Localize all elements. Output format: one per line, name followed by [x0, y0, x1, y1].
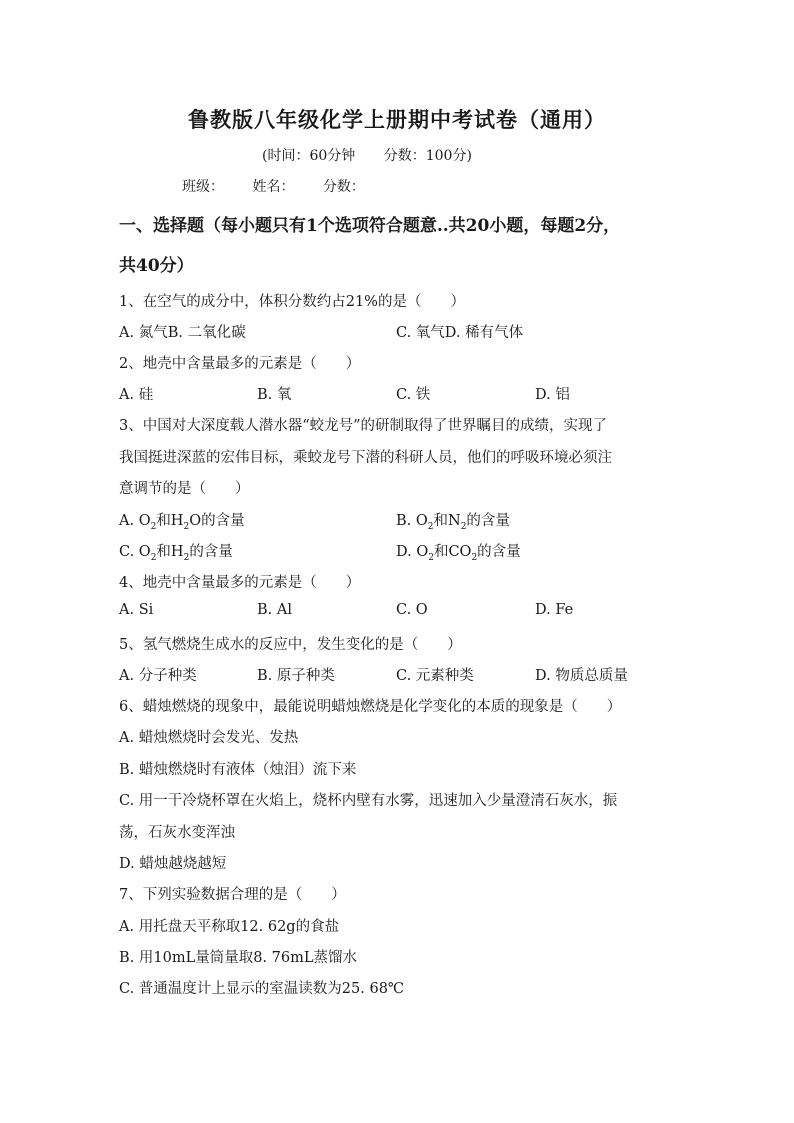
exam-meta: [262, 145, 496, 165]
q6-option-c: C. 用一干冷烧杯罩在火焰上，烧杯内壁有水雾，迅速加入少量澄清石灰水，振: [119, 793, 618, 809]
q2-option-a: A. 硅: [119, 387, 154, 403]
page-title: 鲁教版八年级化学上册期中考试卷（通用）: [188, 107, 606, 132]
question-3-line-3: 意调节的是（ ）: [119, 481, 250, 497]
points-label: 分数：: [322, 179, 365, 195]
q7-option-a: A. 用托盘天平称取12. 62g的食盐: [119, 919, 340, 935]
section-heading-cont: 共40分）: [119, 256, 194, 276]
q6-option-d: D. 蜡烛越烧越短: [119, 856, 227, 872]
time-limit: (时间：60分钟: [262, 148, 356, 164]
q4-option-d: D. Fe: [535, 602, 574, 618]
question-4: 4、地壳中含量最多的元素是（ ）: [119, 575, 361, 591]
question-3-line-1: 3、中国对大深度载人潜水器“蛟龙号”的研制取得了世界瞩目的成绩，实现了: [119, 418, 608, 434]
q1-options-cd: C. 氧气D. 稀有气体: [396, 325, 524, 341]
q4-option-b: B. Al: [257, 602, 292, 618]
q4-option-c: C. O: [396, 602, 428, 618]
q4-option-a: A. Si: [119, 602, 154, 618]
q7-option-b: B. 用10mL量筒量取8. 76mL蒸馏水: [119, 950, 357, 966]
q2-option-b: B. 氧: [257, 387, 292, 403]
q6-option-a: A. 蜡烛燃烧时会发光、发热: [119, 730, 299, 746]
total-score: 分数：100分): [383, 148, 472, 164]
student-info: [182, 176, 389, 196]
question-1: 1、在空气的成分中，体积分数约占21%的是（ ）: [119, 294, 465, 310]
q6-option-c-cont: 荡，石灰水变浑浊: [119, 825, 235, 841]
q5-option-c: C. 元素种类: [396, 668, 474, 684]
question-3-line-2: 我国挺进深蓝的宏伟目标，乘蛟龙号下潜的科研人员，他们的呼吸环境必须注: [119, 450, 612, 466]
question-5: 5、氢气燃烧生成水的反应中，发生变化的是（ ）: [119, 637, 462, 653]
section-heading: 一、选择题（每小题只有1个选项符合题意..共20小题，每题2分，: [119, 216, 621, 236]
q6-option-b: B. 蜡烛燃烧时有液体（烛泪）流下来: [119, 762, 357, 778]
q3-option-d: D. $O_2$和$CO_2$的含量: [396, 544, 521, 563]
class-label: 班级：: [182, 179, 224, 195]
q1-options-ab: A. 氮气B. 二氧化碳: [119, 325, 246, 341]
question-2: 2、地壳中含量最多的元素是（ ）: [119, 356, 361, 372]
q5-option-b: B. 原子种类: [257, 668, 335, 684]
name-label: 姓名：: [252, 179, 295, 195]
q3-option-a: A. $O_2$和$H_2O$的含量: [119, 513, 245, 532]
q2-option-c: C. 铁: [396, 387, 431, 403]
question-6: 6、蜡烛燃烧的现象中，最能说明蜡烛燃烧是化学变化的本质的现象是（ ）: [119, 699, 622, 715]
q5-option-d: D. 物质总质量: [535, 668, 628, 684]
question-7: 7、下列实验数据合理的是（ ）: [119, 887, 346, 903]
q5-option-a: A. 分子种类: [119, 668, 197, 684]
q3-option-c: C. $O_2$和$H_2$的含量: [119, 544, 233, 563]
q2-option-d: D. 铝: [535, 387, 570, 403]
q3-option-b: B. $O_2$和$N_2$的含量: [396, 513, 510, 532]
q7-option-c: C. 普通温度计上显示的室温读数为25. 68℃: [119, 981, 405, 997]
